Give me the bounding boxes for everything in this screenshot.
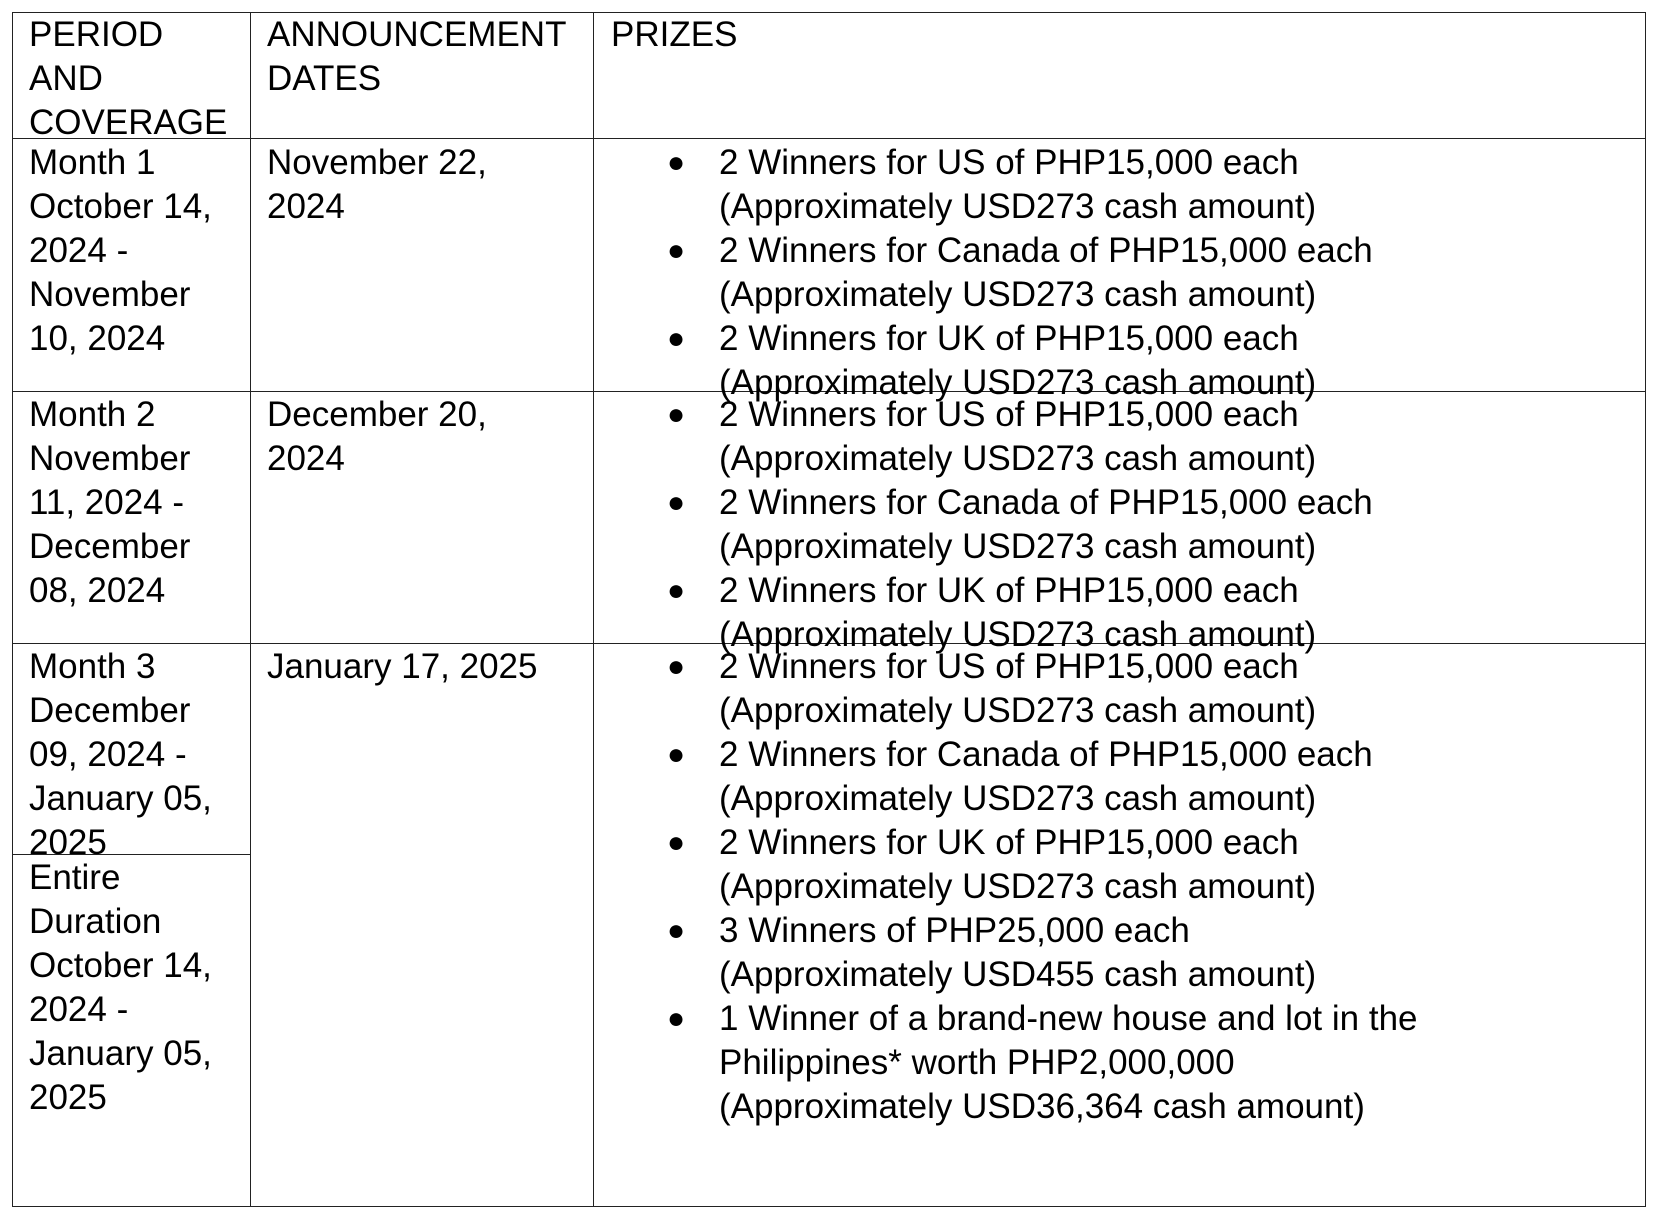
prize-item (663, 481, 1373, 569)
prize-text: 2 Winners for US of PHP15,000 each (Approximately USD273 cash amount) (719, 143, 1317, 226)
bullet-icon: ● (667, 146, 686, 179)
prize-item (663, 317, 1373, 405)
column-divider (593, 13, 594, 1206)
prize-text: 2 Winners for Canada of PHP15,000 each (Approximately USD273 cash amount) (719, 231, 1373, 314)
row3-period (29, 645, 212, 865)
prize-list (663, 141, 1373, 405)
column-divider (250, 13, 251, 1206)
header-period (29, 13, 227, 145)
period-entire-text: Entire Duration October 14, 2024 - January 05, 2025 (29, 858, 212, 1117)
period-text: Month 1 October 14, 2024 - November 10, 2024 (29, 143, 212, 358)
prize-text: 2 Winners for UK of PHP15,000 each (Approximately USD273 cash amount) (719, 571, 1317, 654)
bullet-icon: ● (667, 826, 686, 859)
prize-item (663, 141, 1373, 229)
prize-item (663, 997, 1418, 1129)
prize-item (663, 645, 1418, 733)
row1-prizes (663, 141, 1373, 405)
prize-text: 1 Winner of a brand-new house and lot in the Philippines* worth PHP2,000,000 (Approximately USD36,364 cash amount) (719, 999, 1418, 1126)
prize-text: 2 Winners for UK of PHP15,000 each (Approximately USD273 cash amount) (719, 319, 1317, 402)
row-divider (13, 138, 1645, 139)
prize-text: 2 Winners for Canada of PHP15,000 each (Approximately USD273 cash amount) (719, 483, 1373, 566)
bullet-icon: ● (667, 398, 686, 431)
header-announcement (267, 13, 566, 101)
row2-announcement (267, 393, 487, 481)
bullet-icon: ● (667, 574, 686, 607)
row3-announcement (267, 645, 537, 689)
bullet-icon: ● (667, 322, 686, 355)
announcement-text: November 22, 2024 (267, 143, 487, 226)
prize-item (663, 733, 1418, 821)
row3-period-entire (29, 856, 212, 1120)
prize-text: 2 Winners for Canada of PHP15,000 each (Approximately USD273 cash amount) (719, 735, 1373, 818)
row2-period (29, 393, 190, 613)
prize-list (663, 645, 1418, 1129)
prize-text: 2 Winners for US of PHP15,000 each (Approximately USD273 cash amount) (719, 395, 1317, 478)
bullet-icon: ● (667, 650, 686, 683)
header-announcement-label: ANNOUNCEMENT DATES (267, 15, 567, 98)
row1-announcement (267, 141, 487, 229)
prize-text: 2 Winners for UK of PHP15,000 each (Approximately USD273 cash amount) (719, 823, 1317, 906)
row1-period (29, 141, 212, 361)
prize-text: 2 Winners for US of PHP15,000 each (Approximately USD273 cash amount) (719, 647, 1317, 730)
period-text: Month 3 December 09, 2024 - January 05, 2025 (29, 647, 212, 862)
row2-prizes (663, 393, 1373, 657)
header-period-label: PERIOD AND COVERAGE (29, 15, 228, 142)
announcement-text: January 17, 2025 (267, 647, 538, 686)
prize-item (663, 229, 1373, 317)
prize-schedule-table (12, 12, 1646, 1207)
announcement-text: December 20, 2024 (267, 395, 487, 478)
bullet-icon: ● (667, 234, 686, 267)
bullet-icon: ● (667, 1002, 686, 1035)
bullet-icon: ● (667, 914, 686, 947)
prize-item (663, 569, 1373, 657)
prize-item (663, 821, 1418, 909)
bullet-icon: ● (667, 486, 686, 519)
bullet-icon: ● (667, 738, 686, 771)
prize-item (663, 393, 1373, 481)
header-prizes-label: PRIZES (611, 15, 738, 54)
prize-item (663, 909, 1418, 997)
prize-list (663, 393, 1373, 657)
prize-text: 3 Winners of PHP25,000 each (Approximately USD455 cash amount) (719, 911, 1317, 994)
period-text: Month 2 November 11, 2024 - December 08, 2024 (29, 395, 191, 610)
row3-prizes (663, 645, 1418, 1129)
header-prizes (611, 13, 737, 57)
